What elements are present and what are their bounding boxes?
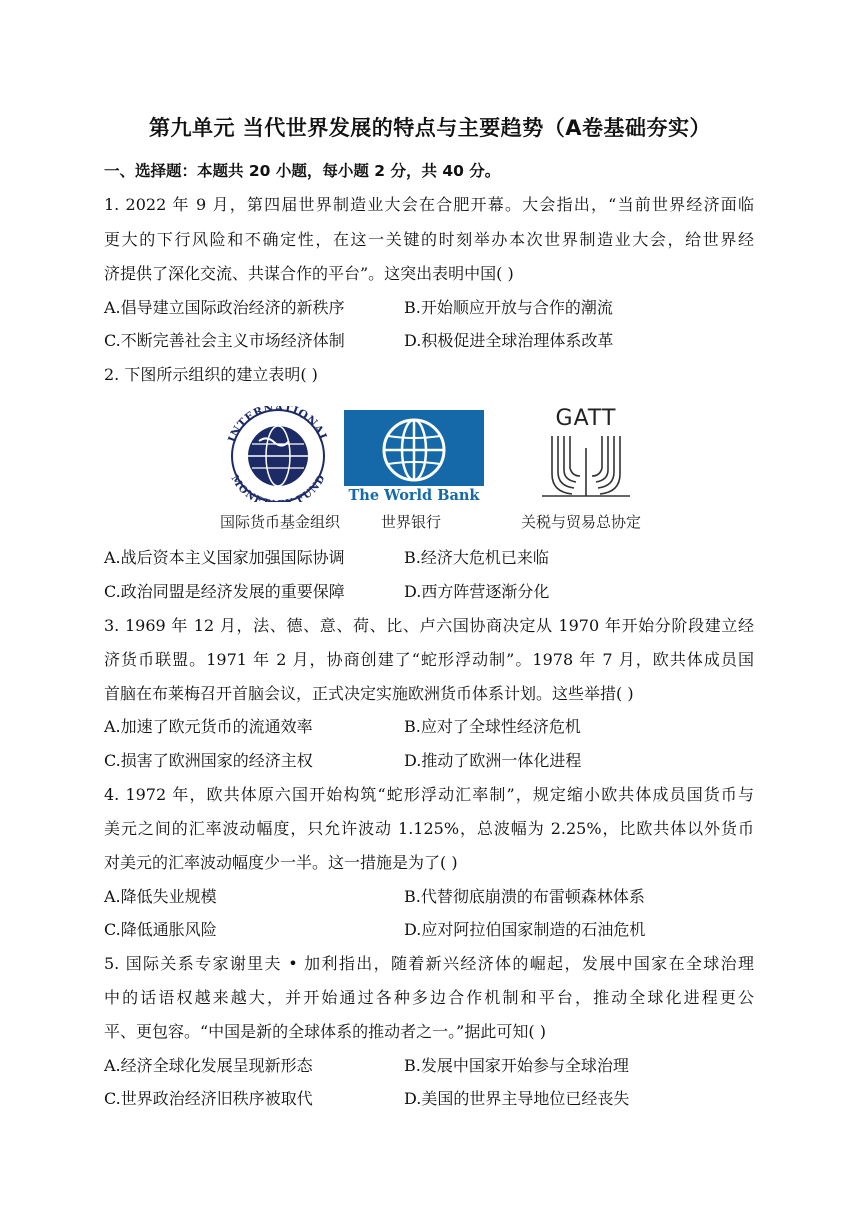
q2-option-c: C.政治同盟是经济发展的重要保障 — [104, 582, 345, 601]
q2-option-a: A.战后资本主义国家加强国际协调 — [104, 548, 345, 567]
caption-world-bank: 世界银行 — [381, 513, 442, 531]
caption-gatt: 关税与贸易总协定 — [521, 513, 642, 531]
q4-line-3: 对美元的汇率波动幅度少一半。这一措施是为了( ) — [104, 853, 458, 872]
world-bank-logo — [344, 410, 484, 506]
q1-line-1: 1. 2022 年 9 月，第四届世界制造业大会在合肥开幕。大会指出，“当前世界经济面临 — [104, 195, 754, 214]
q5-option-c: C.世界政治经济旧秩序被取代 — [104, 1089, 313, 1108]
q5-option-b: B.发展中国家开始参与全球治理 — [404, 1056, 629, 1075]
q4-line-2: 美元之间的汇率波动幅度，只允许波动 1.125%，总波幅为 2.25%，比欧共体以外货币 — [104, 819, 754, 838]
world-bank-wordmark: The World Bank — [344, 486, 484, 506]
page-title: 第九单元 当代世界发展的特点与主要趋势（A卷基础夯实） — [148, 116, 712, 140]
q1-line-2: 更大的下行风险和不确定性，在这一关键的时刻举办本次世界制造业大会，给世界经 — [104, 230, 754, 249]
section-heading: 一、选择题：本题共 20 小题，每小题 2 分，共 40 分。 — [104, 162, 501, 180]
q2-option-d: D.西方阵营逐渐分化 — [404, 582, 550, 601]
svg-text:INTERNATIONAL: INTERNATIONAL — [225, 406, 331, 445]
q3-line-1: 3. 1969 年 12 月，法、德、意、荷、比、卢六国协商决定从 1970 年开始分阶段建立经 — [104, 616, 754, 635]
q2-stem: 2. 下图所示组织的建立表明( ) — [104, 365, 318, 384]
q1-option-a: A.倡导建立国际政治经济的新秩序 — [104, 298, 345, 317]
caption-imf: 国际货币基金组织 — [220, 513, 341, 531]
svg-text:MONETARY FUND: MONE FUND — [228, 473, 328, 502]
q2-option-b: B.经济大危机已来临 — [404, 548, 549, 567]
q4-option-a: A.降低失业规模 — [104, 887, 217, 906]
q5-line-2: 中的话语权越来越大，并开始通过各种多边合作机制和平台，推动全球化进程更公 — [104, 988, 754, 1007]
q3-line-3: 首脑在布莱梅召开首脑会议，正式决定实施欧洲货币体系计划。这些举措( ) — [104, 684, 634, 703]
q1-option-c: C.不断完善社会主义市场经济体制 — [104, 331, 345, 350]
q5-option-d: D.美国的世界主导地位已经丧失 — [404, 1089, 630, 1108]
gatt-logo — [532, 406, 640, 502]
q4-option-d: D.应对阿拉伯国家制造的石油危机 — [404, 920, 646, 939]
q1-option-b: B.开始顺应开放与合作的潮流 — [404, 298, 613, 317]
q4-line-1: 4. 1972 年，欧共体原六国开始构筑“蛇形浮动汇率制”，规定缩小欧共体成员国货币与 — [104, 785, 754, 804]
q4-option-c: C.降低通胀风险 — [104, 920, 217, 939]
q1-option-d: D.积极促进全球治理体系改革 — [404, 331, 614, 350]
q3-option-c: C.损害了欧洲国家的经济主权 — [104, 751, 313, 770]
gatt-wordmark: GATT — [555, 406, 617, 431]
q3-option-d: D.推动了欧洲一体化进程 — [404, 751, 582, 770]
q3-option-a: A.加速了欧元货币的流通效率 — [104, 717, 313, 736]
q3-line-2: 济货币联盟。1971 年 2 月，协商创建了“蛇形浮动制”。1978 年 7 月，欧共体成员国 — [104, 650, 754, 669]
imf-logo — [219, 406, 337, 502]
q1-line-3: 济提供了深化交流、共谋合作的平台”。这突出表明中国( ) — [104, 264, 514, 283]
q5-option-a: A.经济全球化发展呈现新形态 — [104, 1056, 313, 1075]
q4-option-b: B.代替彻底崩溃的布雷顿森林体系 — [404, 887, 645, 906]
q5-line-3: 平、更包容。“中国是新的全球体系的推动者之一。”据此可知( ) — [104, 1022, 546, 1041]
q3-option-b: B.应对了全球性经济危机 — [404, 717, 581, 736]
q5-line-1: 5. 国际关系专家谢里夫 • 加利指出，随着新兴经济体的崛起，发展中国家在全球治理 — [104, 954, 754, 973]
